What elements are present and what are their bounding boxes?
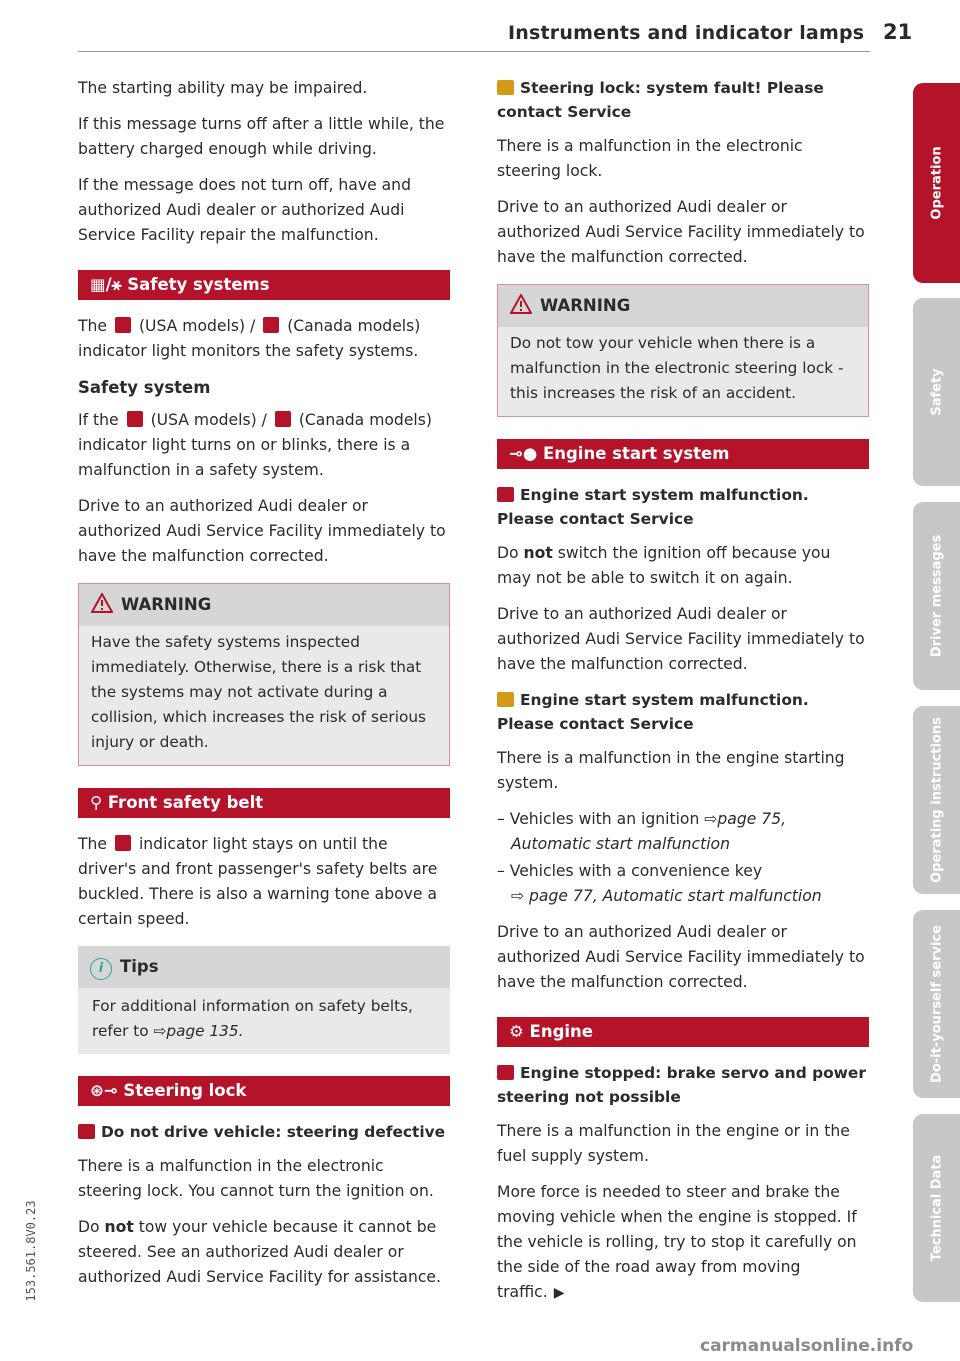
key-icon: ⊸● [509, 444, 543, 463]
message-heading: Engine start system malfunction. Please contact Service [497, 691, 809, 733]
warning-label: WARNING [121, 595, 212, 614]
tips-label: Tips [120, 957, 159, 976]
left-column [78, 76, 450, 1301]
header-rule [78, 51, 870, 52]
paragraph: The (USA models) / (Canada models) indicator light monitors the safety systems. [78, 317, 421, 360]
airbag-indicator-icon [127, 411, 143, 427]
seatbelt-icon: ⚲ [90, 793, 108, 812]
steering-lock-yellow-icon [497, 80, 514, 95]
paragraph: Do not tow your vehicle because it cannot be steered. See an authorized Audi dealer or authorized Audi Service Facility for assistance. [78, 1218, 441, 1286]
tips-text: For additional information on safety belts, refer to ⇨page 135. [78, 988, 450, 1054]
seatbelt-indicator-icon [115, 835, 131, 851]
paragraph: The starting ability may be impaired. [78, 79, 368, 97]
tab-operation[interactable]: Operation [913, 83, 960, 283]
steering-lock-icon: ⊛⊸ [90, 1081, 124, 1100]
right-column [497, 76, 869, 1317]
tab-operating-instructions[interactable]: Operating instructions [913, 706, 960, 894]
message-heading: Steering lock: system fault! Please contact Service [497, 79, 824, 121]
engine-start-yellow-icon [497, 692, 514, 707]
page-reference-link[interactable]: ⇨ page 77, Automatic start malfunction [511, 887, 822, 905]
list-item: – Vehicles with a convenience key ⇨ page 77, Automatic start malfunction [497, 862, 822, 905]
section-front-safety-belt: ⚲ Front safety belt [78, 788, 450, 818]
warning-box [497, 284, 869, 417]
subheading: Safety system [78, 378, 211, 397]
tips-header [78, 946, 450, 988]
paragraph: Drive to an authorized Audi dealer or authorized Audi Service Facility immediately to have the malfunction corrected. [78, 497, 446, 565]
paragraph: There is a malfunction in the engine or in the fuel supply system. [497, 1122, 850, 1165]
airbag-icon: ▦/⚹ [90, 275, 128, 294]
list-item: – Vehicles with an ignition ⇨page 75, Automatic start malfunction [497, 810, 787, 853]
continue-arrow-icon: ▶ [553, 1285, 565, 1301]
page-reference-link[interactable]: ⇨page 135. [153, 1022, 244, 1040]
airbag-indicator-canada-icon [275, 411, 291, 427]
paragraph: Drive to an authorized Audi dealer or authorized Audi Service Facility immediately to have the malfunction corrected. [497, 198, 865, 266]
paragraph: If the message does not turn off, have and authorized Audi dealer or authorized Audi Service Facility repair the malfunction. [78, 176, 411, 244]
paragraph: If the (USA models) / (Canada models) indicator light turns on or blinks, there is a malfunction in a safety system. [78, 411, 432, 479]
tab-driver-messages[interactable]: Driver messages [913, 502, 960, 690]
message-heading: Engine start system malfunction. Please contact Service [497, 486, 809, 528]
section-engine: ⚙ Engine [497, 1017, 869, 1047]
message-heading: Engine stopped: brake servo and power steering not possible [497, 1064, 866, 1106]
paragraph: There is a malfunction in the engine starting system. [497, 749, 845, 792]
paragraph: Drive to an authorized Audi dealer or authorized Audi Service Facility immediately to have the malfunction corrected. [497, 605, 865, 673]
warning-text: Have the safety systems inspected immediately. Otherwise, there is a risk that the systems may not activate during a collision, which increases the risk of serious injury or death. [79, 626, 449, 765]
steering-lock-red-icon [78, 1124, 95, 1139]
tab-safety[interactable]: Safety [913, 298, 960, 486]
airbag-indicator-icon [115, 317, 131, 333]
warning-triangle-icon [510, 294, 532, 314]
paragraph: The indicator light stays on until the driver's and front passenger's safety belts are buckled. There is also a warning tone above a certain speed. [78, 835, 438, 928]
section-engine-start-system: ⊸● Engine start system [497, 439, 869, 469]
paragraph: If this message turns off after a little while, the battery charged enough while driving. [78, 115, 445, 158]
section-safety-systems: ▦/⚹ Safety systems [78, 270, 450, 300]
paragraph: There is a malfunction in the electronic steering lock. You cannot turn the ignition on. [78, 1157, 434, 1200]
info-icon: i [90, 958, 112, 980]
document-code: 153.561.8V0.23 [24, 1200, 38, 1302]
page-reference-link[interactable]: page 75, Automatic start malfunction [511, 810, 787, 853]
engine-icon: ⚙ [509, 1022, 530, 1041]
paragraph: More force is needed to steer and brake the moving vehicle when the engine is stopped. If the vehicle is rolling, try to stop it carefully on the side of the road away from moving traffic. ▶ [497, 1183, 857, 1301]
section-steering-lock: ⊛⊸ Steering lock [78, 1076, 450, 1106]
running-header-title: Instruments and indicator lamps [508, 22, 865, 44]
paragraph: Drive to an authorized Audi dealer or authorized Audi Service Facility immediately to have the malfunction corrected. [497, 923, 865, 991]
page-number: 21 [883, 20, 913, 44]
paragraph: Do not switch the ignition off because you may not be able to switch it on again. [497, 544, 831, 587]
footer-watermark: carmanualsonline.info [700, 1336, 914, 1356]
warning-label: WARNING [540, 296, 631, 315]
tab-technical-data[interactable]: Technical Data [913, 1114, 960, 1302]
warning-text: Do not tow your vehicle when there is a malfunction in the electronic steering lock - this increases the risk of an accident. [498, 327, 868, 416]
warning-box [78, 583, 450, 766]
paragraph: There is a malfunction in the electronic steering lock. [497, 137, 803, 180]
warning-triangle-icon [91, 593, 113, 613]
message-heading: Do not drive vehicle: steering defective [78, 1120, 450, 1144]
engine-start-red-icon [497, 487, 514, 502]
tab-do-it-yourself-service[interactable]: Do-it-yourself service [913, 910, 960, 1098]
engine-red-icon [497, 1065, 514, 1080]
airbag-indicator-canada-icon [263, 317, 279, 333]
